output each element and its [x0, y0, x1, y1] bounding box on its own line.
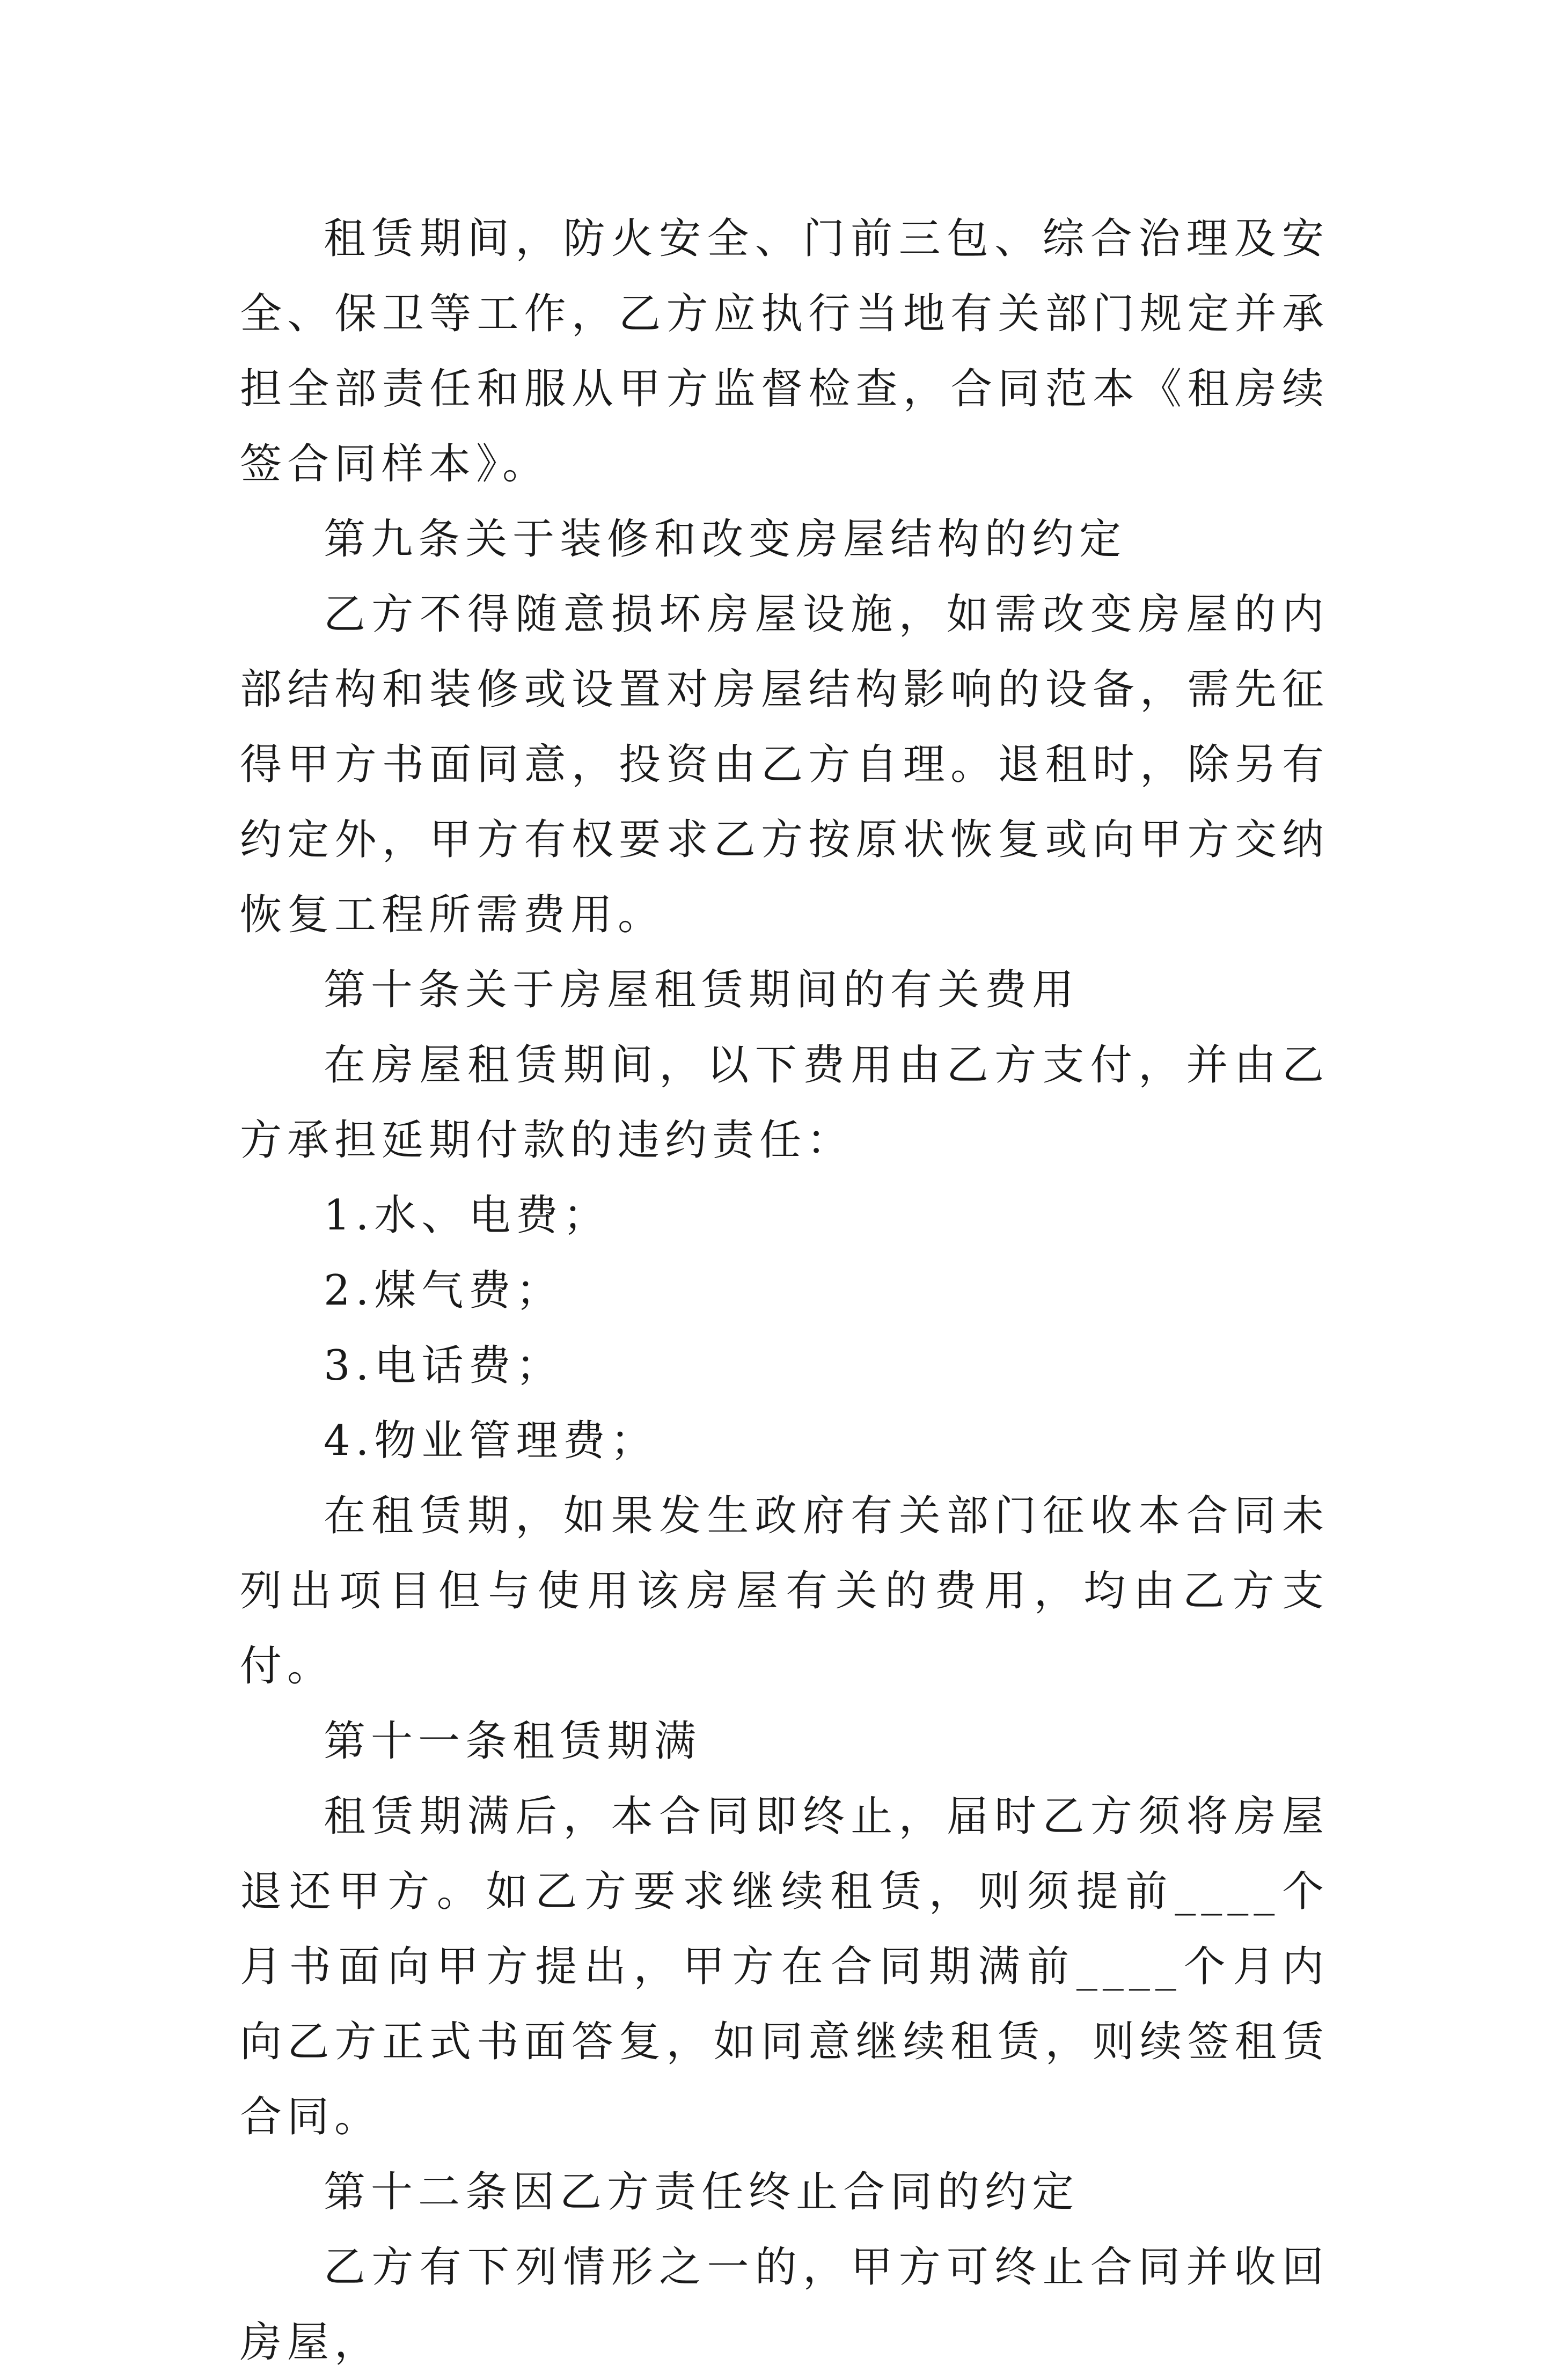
fee-item-1: 1.水、电费；: [324, 1191, 611, 1240]
article-11-heading: 第十一条租赁期满: [324, 1717, 702, 1766]
paragraph-lease-expiry: 租赁期满后，本合同即终止，届时乙方须将房屋退还甲方。如乙方要求继续租赁，则须提前____个月书面向甲方提出，甲方在合同期满前____个月内向乙方正式书面答复，如同意继续租赁，则续签租赁合同。: [240, 1792, 1329, 2141]
paragraph-fees-intro: 在房屋租赁期间，以下费用由乙方支付，并由乙方承担延期付款的违约责任：: [240, 1041, 1329, 1165]
paragraph-termination: 乙方有下列情形之一的，甲方可终止合同并收回房屋，: [240, 2243, 1329, 2367]
fee-item-4: 4.物业管理费；: [324, 1417, 658, 1465]
fee-item-2: 2.煤气费；: [324, 1266, 563, 1315]
paragraph-safety-duties: 租赁期间，防火安全、门前三包、综合治理及安全、保卫等工作，乙方应执行当地有关部门规定并承担全部责任和服从甲方监督检查，合同范本《租房续签合同样本》。: [240, 215, 1329, 488]
article-9-heading: 第九条关于装修和改变房屋结构的约定: [324, 515, 1127, 563]
document-body: [240, 201, 1329, 2380]
fee-item-3: 3.电话费；: [324, 1342, 563, 1390]
article-10-heading: 第十条关于房屋租赁期间的有关费用: [324, 966, 1080, 1014]
article-12-heading: 第十二条因乙方责任终止合同的约定: [324, 2168, 1080, 2216]
paragraph-government-fees: 在租赁期，如果发生政府有关部门征收本合同未列出项目但与使用该房屋有关的费用，均由乙方支付。: [240, 1492, 1329, 1690]
paragraph-renovation: 乙方不得随意损坏房屋设施，如需改变房屋的内部结构和装修或设置对房屋结构影响的设备，需先征得甲方书面同意，投资由乙方自理。退租时，除另有约定外，甲方有权要求乙方按原状恢复或向甲方交纳恢复工程所需费用。: [240, 590, 1329, 939]
